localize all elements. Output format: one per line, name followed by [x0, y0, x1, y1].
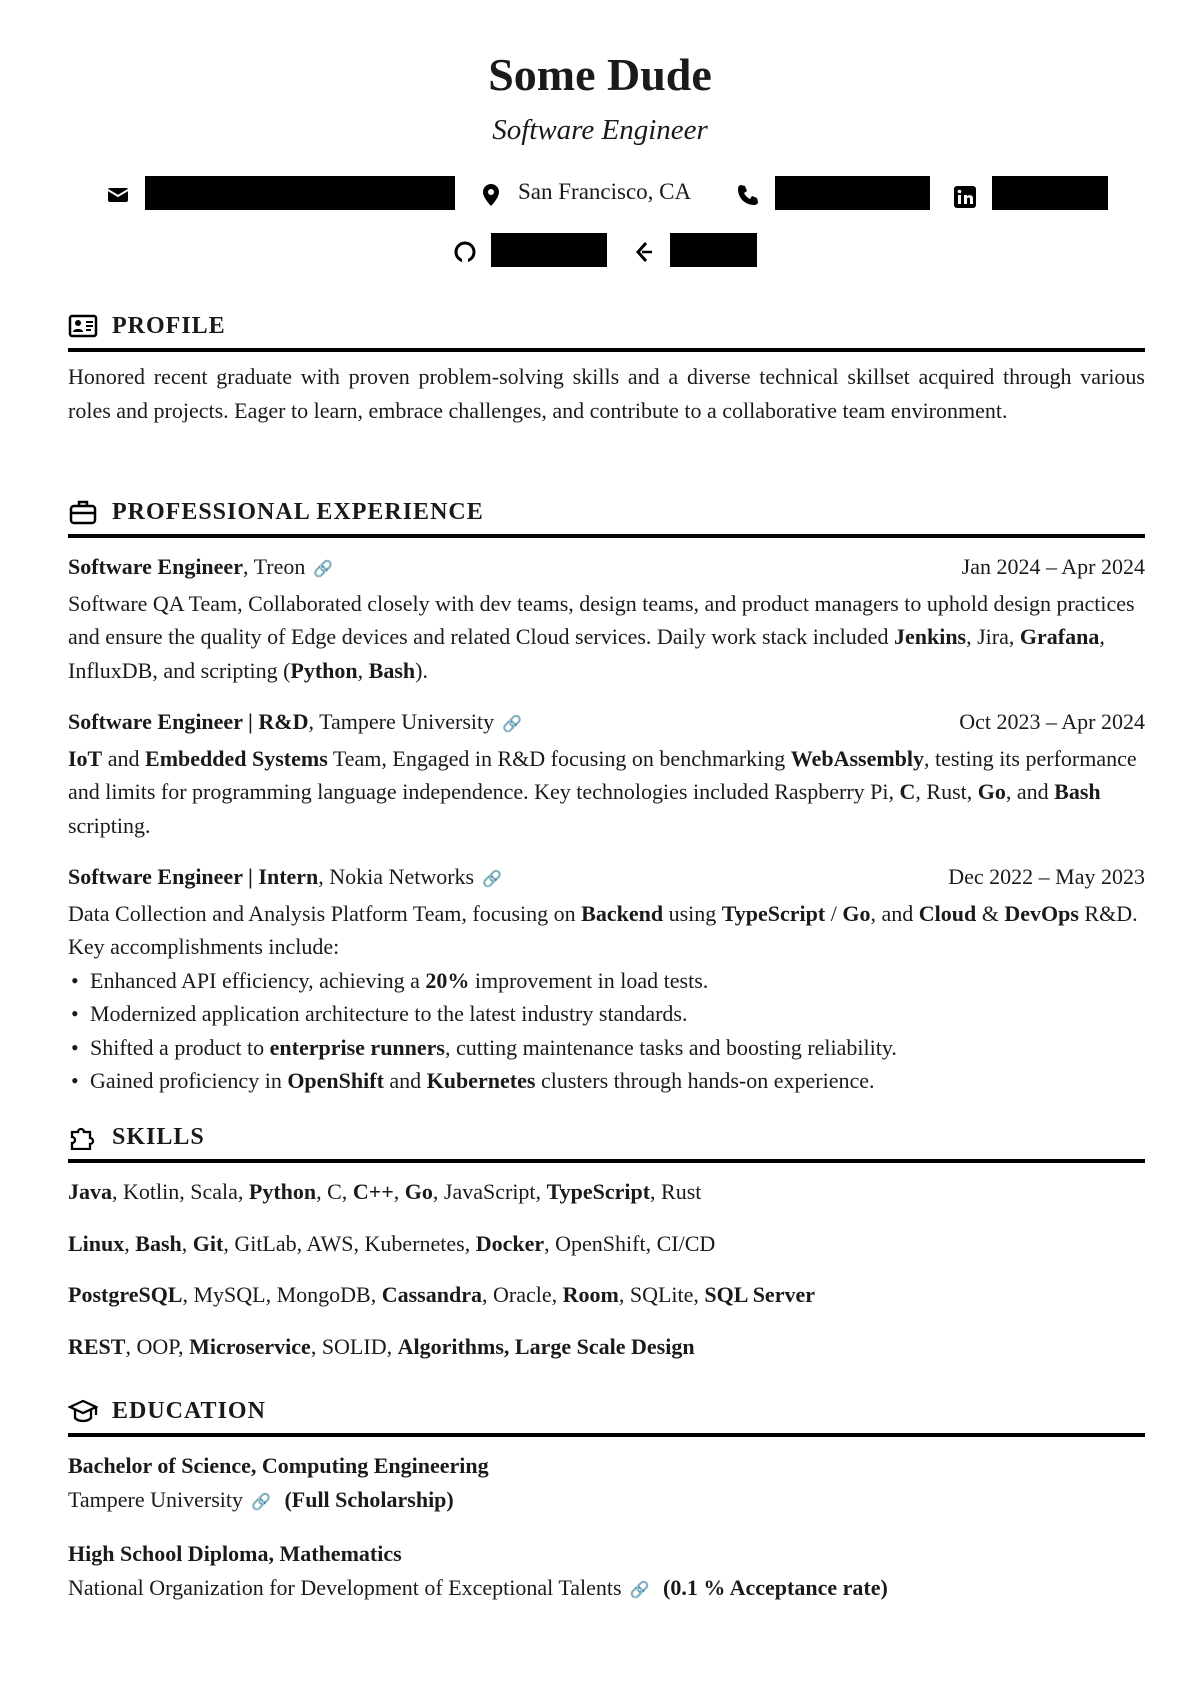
- link-icon[interactable]: 🔗: [629, 1581, 650, 1599]
- text-segment: R&D. Key accomplishments include:: [68, 900, 1138, 959]
- text-segment: , Kotlin, Scala,: [112, 1179, 249, 1204]
- text-segment: C++: [352, 1179, 394, 1204]
- github-icon: [453, 240, 477, 264]
- location-pin-icon: [479, 183, 503, 207]
- experience-entry: [68, 550, 1145, 687]
- text-segment: Bash: [368, 657, 416, 683]
- entry-header: [68, 705, 1145, 742]
- entry-date: Jan 2024 – Apr 2024: [961, 554, 1145, 579]
- entry-description: [68, 897, 1145, 964]
- text-segment: Software Engineer | Intern: [68, 864, 319, 889]
- experience-section: [68, 496, 1145, 1098]
- text-segment: , and: [1005, 779, 1055, 804]
- text-segment: , InfluxDB, and scripting (: [68, 624, 1105, 683]
- text-segment: Go: [842, 900, 871, 926]
- puzzle-icon: [68, 1124, 98, 1150]
- section-divider: [68, 1433, 1145, 1437]
- graduation-cap-icon: [68, 1398, 98, 1424]
- education-entry: [68, 1449, 1145, 1519]
- text-segment: , Rust: [650, 1179, 702, 1204]
- text-segment: Grafana: [1019, 624, 1100, 649]
- text-segment: 20%: [425, 967, 470, 993]
- text-segment: improvement in load tests.: [469, 967, 709, 993]
- id-card-icon: [68, 313, 98, 339]
- leetcode-icon: [632, 240, 656, 264]
- text-segment: OpenShift: [287, 1068, 384, 1093]
- text-segment: , JavaScript,: [432, 1179, 547, 1204]
- text-segment: Gained proficiency in: [90, 1068, 288, 1093]
- text-segment: Microservice: [189, 1333, 311, 1359]
- entry-role: [68, 860, 502, 897]
- text-segment: SQL Server: [704, 1282, 815, 1307]
- text-segment: ,: [393, 1179, 405, 1204]
- bullet-list: [68, 964, 1145, 1098]
- text-segment: ).: [415, 657, 428, 683]
- phone-redacted[interactable]: [775, 176, 930, 210]
- leetcode-redacted[interactable]: [670, 233, 757, 267]
- text-segment: , OpenShift, CI/CD: [544, 1230, 716, 1256]
- section-divider: [68, 348, 1145, 352]
- bullet-item: [68, 1064, 1145, 1098]
- education-entry: [68, 1537, 1145, 1607]
- text-segment: Kubernetes: [426, 1068, 536, 1093]
- school-name: National Organization for Development of Exceptional Talents: [68, 1574, 622, 1600]
- entry-date: Dec 2022 – May 2023: [948, 864, 1145, 889]
- education-section: [68, 1395, 1145, 1607]
- text-segment: Cloud: [918, 900, 977, 926]
- school-note: (Full Scholarship): [278, 1486, 454, 1512]
- entry-role: [68, 550, 333, 587]
- text-segment: Go: [404, 1179, 433, 1204]
- linkedin-icon: [953, 185, 977, 209]
- text-segment: , testing its performance and limits for programming language independence. Key technologies included Raspberry Pi,: [68, 745, 1137, 804]
- briefcase-icon: [68, 499, 98, 525]
- text-segment: Cassandra: [381, 1282, 482, 1307]
- text-segment: Docker: [475, 1230, 545, 1256]
- text-segment: C: [899, 779, 916, 804]
- text-segment: , GitLab, AWS, Kubernetes,: [223, 1230, 476, 1256]
- text-segment: and: [102, 745, 146, 771]
- text-segment: Embedded Systems: [145, 745, 328, 771]
- degree: High School Diploma, Mathematics: [68, 1541, 402, 1566]
- profile-section: [68, 310, 1145, 427]
- entry-role: [68, 705, 522, 742]
- text-segment: Software Engineer: [68, 554, 243, 579]
- text-segment: , Jira,: [966, 624, 1020, 649]
- text-segment: Software QA Team, Collaborated closely with dev teams, design teams, and product managers to uphold design practices and ensure the quality of Edge devices and related Cloud services. Daily work stack included: [68, 590, 1135, 649]
- experience-entry: [68, 705, 1145, 842]
- text-segment: Data Collection and Analysis Platform Team, focusing on: [68, 900, 582, 926]
- text-segment: , and: [870, 900, 919, 926]
- entry-header: [68, 860, 1145, 897]
- skill-line: [68, 1175, 1145, 1209]
- text-segment: DevOps: [1004, 900, 1079, 926]
- text-segment: Modernized application architecture to the latest industry standards.: [90, 1001, 688, 1026]
- text-segment: Git: [192, 1230, 224, 1256]
- text-segment: Shifted a product to: [90, 1034, 270, 1060]
- section-divider: [68, 1159, 1145, 1163]
- bullet-item: [68, 997, 1145, 1031]
- text-segment: enterprise runners: [269, 1034, 445, 1060]
- section-heading: PROFILE: [112, 312, 226, 339]
- school-line: [68, 1483, 1145, 1520]
- entry-description: [68, 587, 1145, 688]
- text-segment: , OOP,: [125, 1333, 190, 1359]
- skills-section: [68, 1121, 1145, 1363]
- email-redacted[interactable]: [145, 176, 455, 210]
- phone-icon: [736, 183, 760, 207]
- github-redacted[interactable]: [491, 233, 607, 267]
- text-segment: Enhanced API efficiency, achieving a: [90, 967, 426, 993]
- text-segment: ,: [357, 657, 369, 683]
- text-segment: clusters through hands-on experience.: [535, 1068, 875, 1093]
- text-segment: Algorithms, Large Scale Design: [397, 1333, 695, 1359]
- degree: Bachelor of Science, Computing Engineering: [68, 1453, 489, 1478]
- text-segment: /: [825, 900, 843, 926]
- text-segment: TypeScript: [721, 900, 826, 926]
- profile-text: Honored recent graduate with proven problem-solving skills and a diverse technical skillset acquired through various roles and projects. Eager to learn, embrace challenges, and contribute to a collaborative team environment.: [68, 364, 1145, 423]
- text-segment: , Tampere University: [308, 709, 495, 734]
- entry-description: [68, 742, 1145, 843]
- text-segment: Team, Engaged in R&D focusing on benchmarking: [327, 745, 791, 771]
- text-segment: Python: [248, 1179, 317, 1204]
- text-segment: , cutting maintenance tasks and boosting reliability.: [445, 1034, 897, 1060]
- text-segment: REST: [68, 1333, 126, 1359]
- link-icon[interactable]: 🔗: [251, 1493, 271, 1511]
- text-segment: Go: [977, 779, 1006, 804]
- text-segment: , Oracle,: [481, 1282, 563, 1307]
- text-segment: , Nokia Networks: [318, 864, 475, 889]
- text-segment: Jenkins: [893, 624, 967, 649]
- text-segment: , MySQL, MongoDB,: [182, 1282, 382, 1307]
- entry-date: Oct 2023 – Apr 2024: [959, 709, 1145, 734]
- text-segment: PostgreSQL: [68, 1282, 183, 1307]
- section-heading: SKILLS: [112, 1123, 205, 1150]
- link-icon[interactable]: 🔗: [502, 716, 523, 733]
- text-segment: and: [383, 1068, 427, 1093]
- resume-title: Software Engineer: [492, 114, 708, 146]
- section-heading: EDUCATION: [112, 1397, 266, 1424]
- text-segment: , C,: [316, 1179, 353, 1204]
- text-segment: &: [976, 900, 1005, 926]
- text-segment: scripting.: [68, 812, 151, 838]
- link-icon[interactable]: 🔗: [313, 561, 334, 578]
- text-segment: , SQLite,: [618, 1282, 705, 1307]
- text-segment: , Treon: [242, 554, 306, 579]
- text-segment: ,: [181, 1230, 193, 1256]
- text-segment: WebAssembly: [790, 745, 925, 771]
- section-divider: [68, 534, 1145, 538]
- school-line: [68, 1571, 1145, 1608]
- text-segment: Backend: [581, 900, 664, 926]
- section-heading: PROFESSIONAL EXPERIENCE: [112, 498, 484, 525]
- experience-entry: [68, 860, 1145, 1098]
- school-note: (0.1 % Acceptance rate): [657, 1574, 888, 1600]
- text-segment: , Rust,: [915, 779, 978, 804]
- text-segment: Java: [68, 1179, 112, 1204]
- entry-header: [68, 550, 1145, 587]
- bullet-item: [68, 1031, 1145, 1065]
- text-segment: ,: [124, 1230, 136, 1256]
- text-segment: Room: [562, 1282, 619, 1307]
- skill-line: [68, 1330, 1145, 1364]
- text-segment: TypeScript: [546, 1179, 651, 1204]
- email-icon: [106, 183, 130, 207]
- text-segment: Software Engineer | R&D: [68, 709, 309, 734]
- text-segment: Linux: [68, 1230, 125, 1256]
- skill-line: [68, 1278, 1145, 1312]
- linkedin-redacted[interactable]: [992, 176, 1108, 210]
- school-name: Tampere University: [68, 1486, 244, 1512]
- bullet-item: [68, 964, 1145, 998]
- text-segment: Bash: [135, 1230, 182, 1256]
- skill-line: [68, 1227, 1145, 1261]
- text-segment: Python: [290, 657, 358, 683]
- location-text: San Francisco, CA: [518, 179, 692, 204]
- text-segment: IoT: [68, 745, 103, 771]
- text-segment: using: [663, 900, 722, 926]
- text-segment: Bash: [1054, 779, 1101, 804]
- resume-name: Some Dude: [488, 49, 712, 100]
- text-segment: , SOLID,: [310, 1333, 398, 1359]
- link-icon[interactable]: 🔗: [482, 871, 503, 888]
